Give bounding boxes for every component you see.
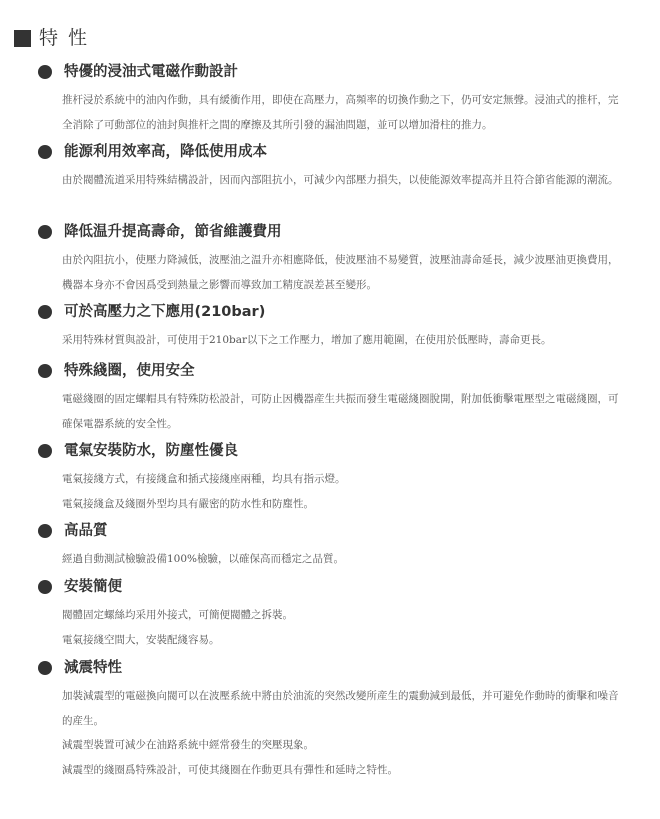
feature-description bbox=[62, 684, 624, 782]
feature-heading bbox=[38, 441, 638, 461]
feature-item bbox=[38, 62, 638, 137]
feature-title: 降低温升提高壽命，節省維護費用 bbox=[64, 224, 282, 240]
feature-item bbox=[38, 361, 638, 436]
feature-paragraph: 減震型裝置可減少在油路系統中經常發生的突壓現象。 bbox=[62, 739, 314, 751]
bullet-icon bbox=[38, 145, 52, 159]
feature-description bbox=[62, 547, 624, 572]
feature-item bbox=[38, 521, 638, 572]
feature-paragraph: 經過自動測試檢驗設備100%檢驗，以確保高而穩定之品質。 bbox=[62, 553, 345, 565]
feature-item bbox=[38, 658, 638, 782]
bullet-icon bbox=[38, 661, 52, 675]
feature-item bbox=[38, 142, 638, 193]
feature-title: 特殊綫圈，使用安全 bbox=[64, 363, 195, 379]
feature-item bbox=[38, 222, 638, 297]
feature-title: 電氣安裝防水，防塵性優良 bbox=[64, 443, 238, 459]
feature-heading bbox=[38, 222, 638, 242]
feature-paragraph: 采用特殊材質與設計，可使用于210bar以下之工作壓力，增加了應用範圍，在使用於低壓時，壽命更長。 bbox=[62, 334, 552, 346]
bullet-icon bbox=[38, 364, 52, 378]
bullet-icon bbox=[38, 444, 52, 458]
feature-paragraph: 由於閥體流道采用特殊結構設計，因而內部阻抗小，可減少內部壓力損失，以使能源效率提高并且符合節省能源的潮流。 bbox=[62, 174, 619, 186]
section-title: 特 性 bbox=[39, 27, 90, 49]
feature-paragraph: 加裝減震型的電磁換向閥可以在波壓系統中將由於油流的突然改變所産生的震動減到最低，并可避免作動時的衝擊和噪音的産生。 bbox=[62, 690, 619, 727]
feature-description bbox=[62, 603, 624, 652]
bullet-icon bbox=[38, 65, 52, 79]
feature-title: 特優的浸油式電磁作動設計 bbox=[64, 64, 238, 80]
feature-heading bbox=[38, 62, 638, 82]
feature-title: 安裝簡便 bbox=[64, 579, 122, 595]
feature-title: 可於高壓力之下應用(210bar) bbox=[64, 304, 266, 320]
feature-title: 減震特性 bbox=[64, 660, 122, 676]
feature-paragraph: 電氣接綫空間大，安裝配綫容易。 bbox=[62, 633, 220, 646]
feature-paragraph: 減震型的綫圈爲特殊設計，可使其綫圈在作動更具有彈性和延時之特性。 bbox=[62, 763, 398, 776]
feature-paragraph: 由於內阻抗小，使壓力降減低，波壓油之温升亦相應降低，使波壓油不易變質，波壓油壽命延長，減少波壓油更換費用，機器本身亦不會因爲受到熱量之影響而導致加工精度誤差甚至變形。 bbox=[62, 254, 619, 291]
feature-item bbox=[38, 302, 638, 353]
bullet-icon bbox=[38, 580, 52, 594]
feature-description bbox=[62, 168, 624, 193]
feature-heading bbox=[38, 361, 638, 381]
feature-paragraph: 電磁綫圈的固定螺帽具有特殊防松設計，可防止因機器産生共振而發生電磁綫圈脫開，附加低衝擊電壓型之電磁綫圈，可確保電器系統的安全性。 bbox=[62, 393, 619, 430]
feature-description bbox=[62, 88, 624, 137]
feature-heading bbox=[38, 658, 638, 678]
feature-paragraph: 推杆浸於系統中的油內作動，具有緩衝作用，即使在高壓力，高頻率的切換作動之下，仍可安定無聲。浸油式的推杆，完全消除了可動部位的油封與推杆之間的摩擦及其所引發的漏油問題，並可以增加滑柱的推力。 bbox=[62, 94, 619, 131]
feature-paragraph: 電氣接綫方式，有接綫盒和插式接綫座兩種，均具有指示燈。 bbox=[62, 473, 346, 485]
feature-paragraph: 閥體固定螺絲均采用外接式，可簡便閥體之拆裝。 bbox=[62, 609, 293, 621]
bullet-icon bbox=[38, 305, 52, 319]
feature-title: 能源利用效率高，降低使用成本 bbox=[64, 144, 267, 160]
feature-description bbox=[62, 387, 624, 436]
feature-heading bbox=[38, 577, 638, 597]
bullet-icon bbox=[38, 225, 52, 239]
feature-description bbox=[62, 248, 624, 297]
bullet-icon bbox=[38, 524, 52, 538]
feature-item bbox=[38, 441, 638, 516]
feature-heading bbox=[38, 142, 638, 162]
feature-heading bbox=[38, 302, 638, 322]
feature-paragraph: 電氣接綫盒及綫圈外型均具有嚴密的防水性和防塵性。 bbox=[62, 497, 314, 510]
feature-description bbox=[62, 328, 624, 353]
feature-title: 高品質 bbox=[64, 523, 108, 539]
feature-description bbox=[62, 467, 624, 516]
feature-item bbox=[38, 577, 638, 652]
feature-heading bbox=[38, 521, 638, 541]
square-bullet-icon bbox=[14, 30, 31, 47]
section-header bbox=[14, 26, 89, 50]
